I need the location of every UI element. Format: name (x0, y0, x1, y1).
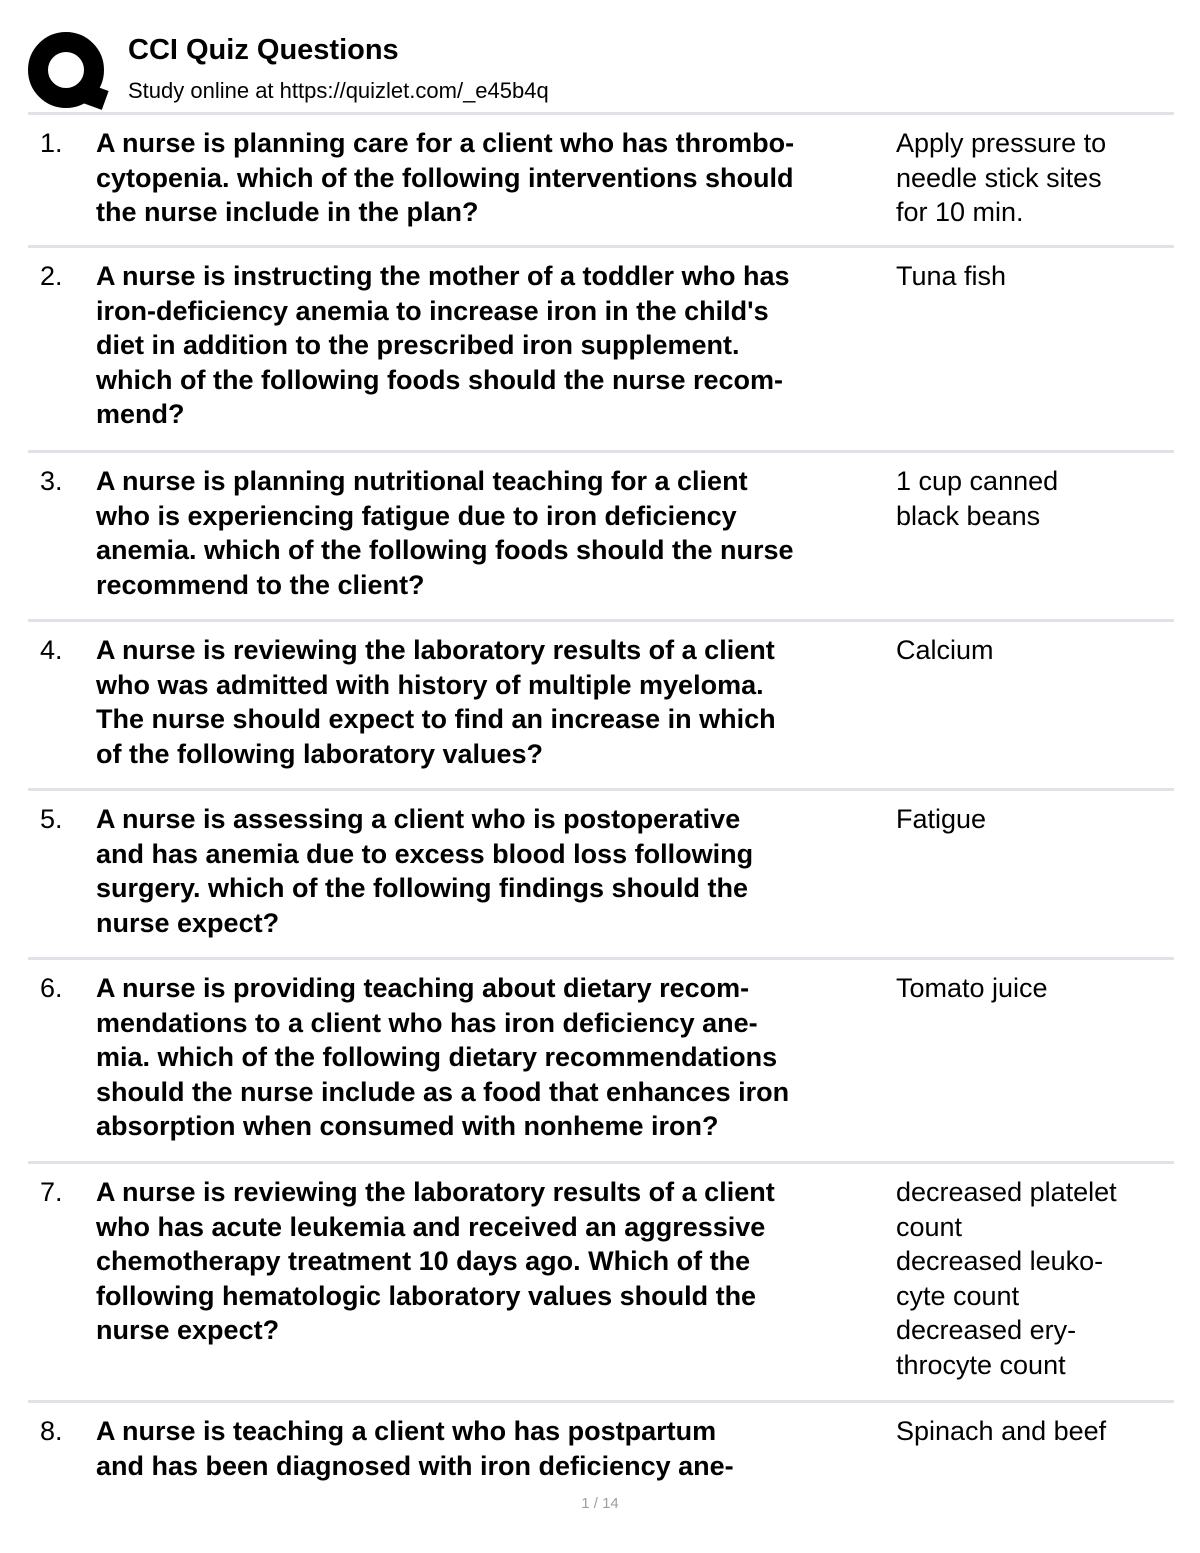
answer-text: Calcium (896, 635, 994, 665)
question-number: 1. (40, 128, 63, 158)
question-number: 2. (40, 261, 63, 291)
answer-text: Tomato juice (896, 973, 1048, 1003)
divider (28, 1161, 1174, 1164)
answer-text: Apply pressure to needle stick sites for 10 min. (896, 128, 1107, 227)
question-text: A nurse is teaching a client who has postpartum and has been diagnosed with iron deficiency ane- (96, 1416, 734, 1481)
answer-text: Tuna fish (896, 261, 1007, 291)
question-number: 8. (40, 1416, 63, 1446)
study-online-link-text: Study online at https://quizlet.com/_e45b4q (128, 78, 549, 103)
divider (28, 957, 1174, 960)
divider (28, 112, 1174, 115)
divider (28, 450, 1174, 453)
answer-text: 1 cup canned black beans (896, 466, 1059, 531)
answer-text: Fatigue (896, 804, 987, 834)
quizlet-logo-icon (28, 30, 110, 112)
question-text: A nurse is assessing a client who is postoperative and has anemia due to excess blood loss following surgery. which of the following findings should the nurse expect? (96, 804, 754, 938)
question-text: A nurse is planning nutritional teaching for a client who is experiencing fatigue due to iron deficiency anemia. which of the following foods should the nurse recommend to the client? (96, 466, 794, 600)
question-text: A nurse is reviewing the laboratory results of a client who was admitted with history of multiple myeloma. The nurse should expect to find an increase in which of the following laboratory values? (96, 635, 776, 769)
question-number: 4. (40, 635, 63, 665)
question-text: A nurse is planning care for a client who has thrombo- cytopenia. which of the following interventions should the nurse include in the plan? (96, 128, 795, 227)
question-number: 7. (40, 1177, 63, 1207)
question-text: A nurse is instructing the mother of a toddler who has iron-deficiency anemia to increase iron in the child's diet in addition to the prescribed iron supplement. which of the following foods should the nurse recom- mend? (96, 261, 790, 429)
document-title: CCI Quiz Questions (128, 34, 399, 66)
divider (28, 788, 1174, 791)
question-number: 5. (40, 804, 63, 834)
page-indicator: 1 / 14 (581, 1495, 619, 1512)
divider (28, 1400, 1174, 1403)
document-header (28, 28, 1174, 112)
question-number: 3. (40, 466, 63, 496)
divider (28, 245, 1174, 248)
answer-text: Spinach and beef (896, 1416, 1107, 1446)
answer-text: decreased platelet count decreased leuko- cyte count decreased ery- throcyte count (896, 1177, 1117, 1380)
question-text: A nurse is providing teaching about dietary recom- mendations to a client who has iron deficiency ane- mia. which of the following dietary recommendations should the nurse include as a food that enhances iron absorption when consumed with nonheme iron? (96, 973, 790, 1141)
question-number: 6. (40, 973, 63, 1003)
divider (28, 619, 1174, 622)
question-text: A nurse is reviewing the laboratory results of a client who has acute leukemia and received an aggressive chemotherapy treatment 10 days ago. Which of the following hematologic laboratory values should the nurse expect? (96, 1177, 775, 1345)
